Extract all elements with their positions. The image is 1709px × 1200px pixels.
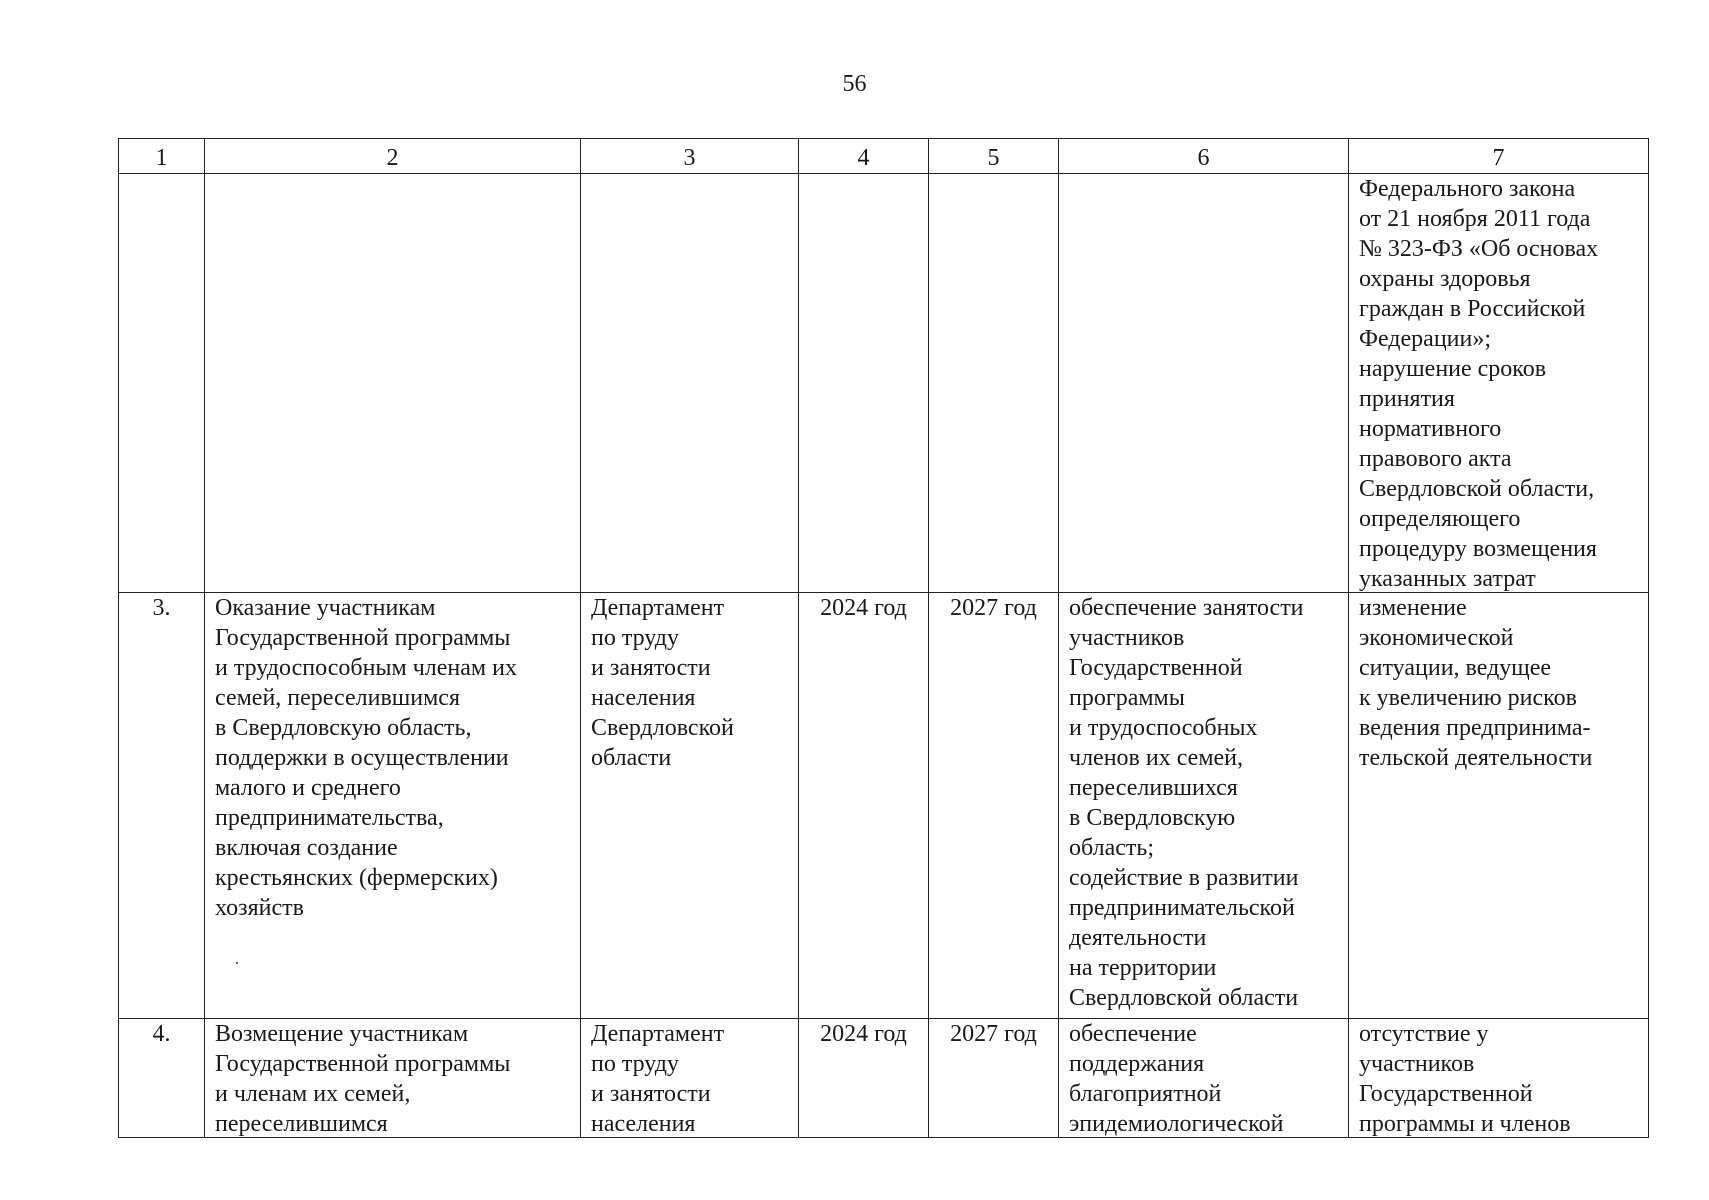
start-year-cell: 2024 год [799, 593, 929, 1019]
row-number-cell: 4. [119, 1019, 205, 1138]
executor-cell: Департамент по труду и занятости населения Свердловской области [581, 593, 799, 1019]
executor-cell [581, 174, 799, 593]
measures-table [118, 138, 1649, 1138]
result-cell: обеспечение занятости участников Государственной программы и трудоспособных членов их семей, переселившихся в Свердловскую область; содействие в развитии предпринимательской деятельности на территории Свердловской области [1059, 593, 1349, 1019]
column-header: 3 [581, 139, 799, 174]
column-header: 6 [1059, 139, 1349, 174]
measure-cell: Оказание участникам Государственной программы и трудоспособным членам их семей, переселившимся в Свердловскую область, поддержки в осуществлении малого и среднего предпринимательства, включая создание крестьянских (фермерских) хозяйств [205, 593, 581, 1019]
table-row [119, 593, 1649, 1019]
table-row [119, 1019, 1649, 1138]
column-header: 2 [205, 139, 581, 174]
executor-cell: Департамент по труду и занятости населения [581, 1019, 799, 1138]
measure-cell: Возмещение участникам Государственной программы и членам их семей, переселившимся [205, 1019, 581, 1138]
column-header: 5 [929, 139, 1059, 174]
column-header: 1 [119, 139, 205, 174]
scan-speck [236, 962, 238, 964]
table-row [119, 174, 1649, 593]
page-number: 56 [842, 71, 867, 97]
risks-cell: отсутствие у участников Государственной программы и членов [1349, 1019, 1649, 1138]
end-year-cell: 2027 год [929, 593, 1059, 1019]
risks-cell: изменение экономической ситуации, ведущее к увеличению рисков ведения предпринима- тельской деятельности [1349, 593, 1649, 1019]
end-year-cell [929, 174, 1059, 593]
start-year-cell: 2024 год [799, 1019, 929, 1138]
risks-cell: Федерального закона от 21 ноября 2011 года № 323-ФЗ «Об основах охраны здоровья граждан в Российской Федерации»; нарушение сроков принятия нормативного правового акта Свердловской области, определяющего процедуру возмещения указанных затрат [1349, 174, 1649, 593]
row-number-cell: 3. [119, 593, 205, 1019]
start-year-cell [799, 174, 929, 593]
column-header: 4 [799, 139, 929, 174]
row-number-cell [119, 174, 205, 593]
column-number-row [119, 139, 1649, 174]
result-cell [1059, 174, 1349, 593]
column-header: 7 [1349, 139, 1649, 174]
measure-cell [205, 174, 581, 593]
end-year-cell: 2027 год [929, 1019, 1059, 1138]
result-cell: обеспечение поддержания благоприятной эпидемиологической [1059, 1019, 1349, 1138]
